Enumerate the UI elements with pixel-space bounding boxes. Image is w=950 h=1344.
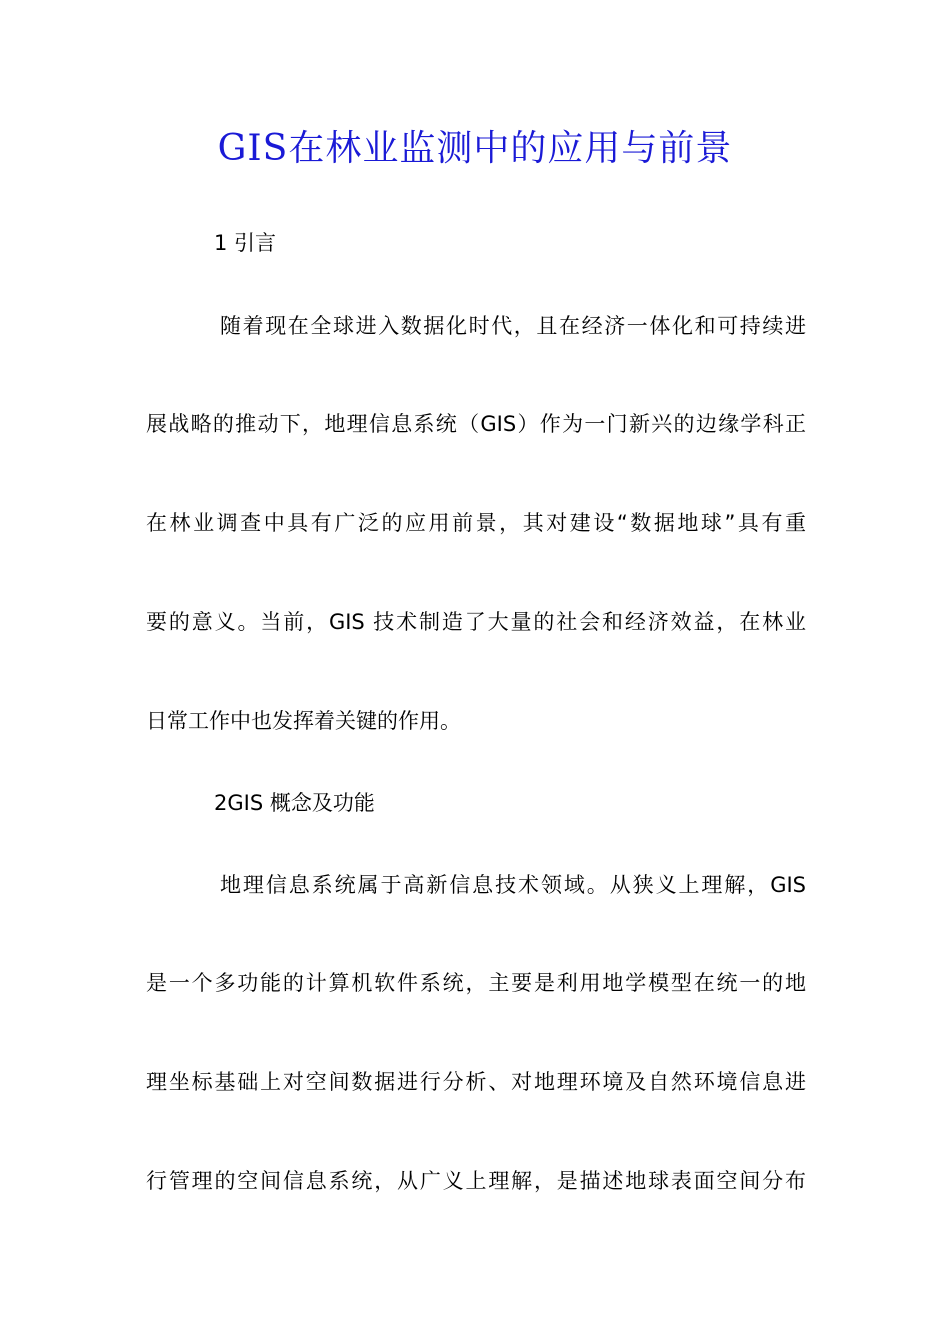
paragraph-line: 地理信息系统属于高新信息技术领域。从狭义上理解，GIS bbox=[220, 873, 806, 897]
paragraph-line: 是一个多功能的计算机软件系统，主要是利用地学模型在统一的地 bbox=[146, 971, 806, 995]
section-heading-gis-concept: 2GIS 概念及功能 bbox=[214, 791, 375, 815]
document-title: GIS在林业监测中的应用与前景 bbox=[217, 128, 733, 169]
paragraph-line: 日常工作中也发挥着关键的作用。 bbox=[146, 709, 461, 733]
paragraph-line: 要的意义。当前，GIS 技术制造了大量的社会和经济效益，在林业 bbox=[146, 610, 806, 634]
paragraph-line: 理坐标基础上对空间数据进行分析、对地理环境及自然环境信息进 bbox=[146, 1070, 806, 1094]
paragraph-line: 随着现在全球进入数据化时代，且在经济一体化和可持续进 bbox=[220, 314, 806, 338]
section-heading-introduction: 1 引言 bbox=[214, 231, 277, 255]
paragraph-line: 行管理的空间信息系统，从广义上理解，是描述地球表面空间分布 bbox=[146, 1169, 806, 1193]
paragraph-line: 展战略的推动下，地理信息系统（GIS）作为一门新兴的边缘学科正 bbox=[146, 412, 806, 436]
paragraph-line: 在林业调查中具有广泛的应用前景，其对建设“数据地球”具有重 bbox=[146, 511, 806, 535]
